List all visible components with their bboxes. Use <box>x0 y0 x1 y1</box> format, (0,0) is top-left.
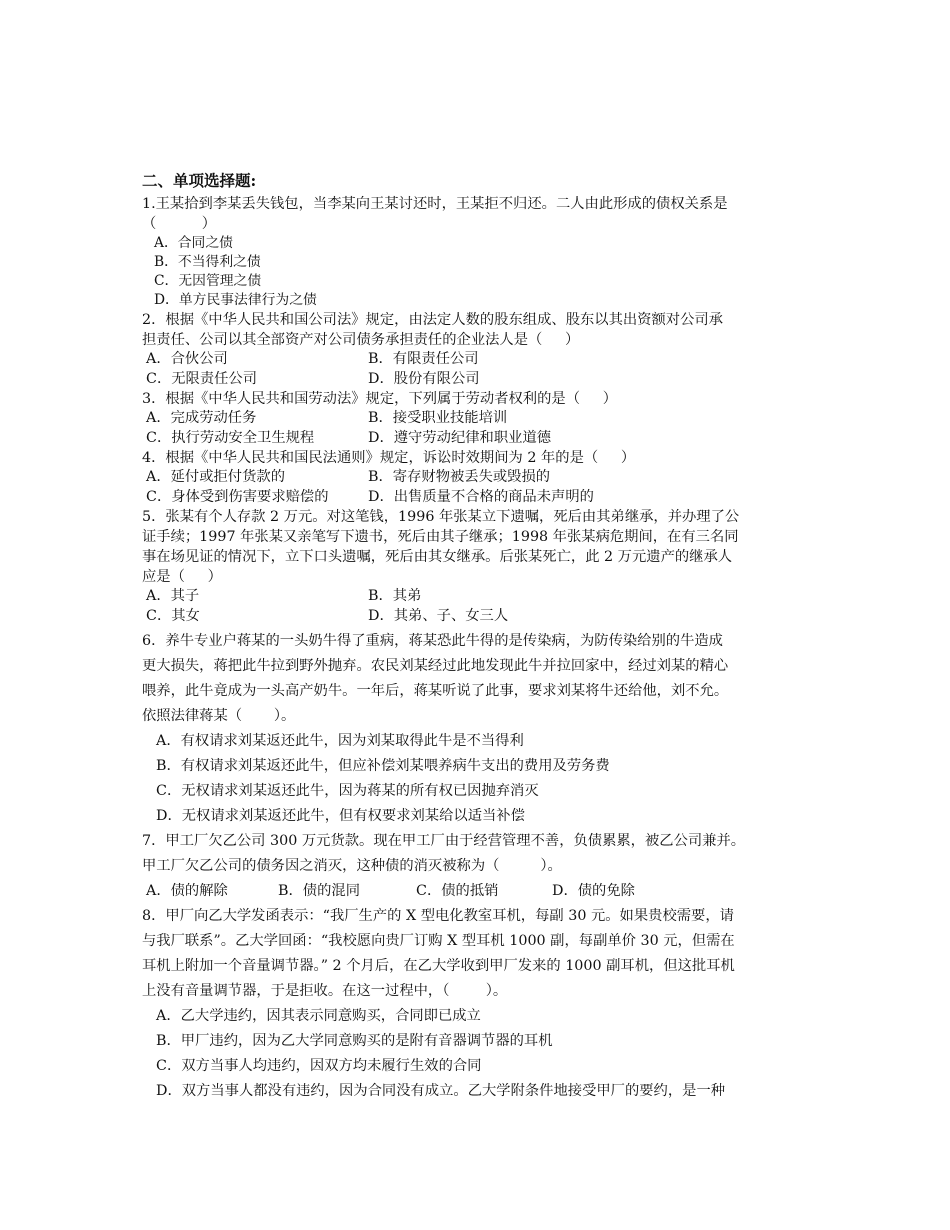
section-title: 二、单项选择题: <box>142 171 257 190</box>
option-d: D．债的免除 <box>552 883 635 899</box>
question-5-options <box>142 587 832 626</box>
question-stem: 3．根据《中华人民共和国劳动法》规定，下列属于劳动者权利的是（ ） <box>142 391 618 407</box>
option-d: D．单方民事法律行为之债 <box>154 292 317 308</box>
option-a: A．完成劳动任务 <box>146 410 257 426</box>
option-d: D．股份有限公司 <box>368 370 480 387</box>
option-b: B．接受职业技能培训 <box>368 410 508 426</box>
option-d: D．无权请求刘某返还此牛，但有权要求刘某给以适当补偿 <box>156 808 525 824</box>
option-b: B．有权请求刘某返还此牛，但应补偿刘某喂养病牛支出的费用及劳务费 <box>156 758 610 774</box>
option-c: C．无限责任公司 <box>146 370 258 387</box>
question-stem: 2．根据《中华人民共和国公司法》规定，由法定人数的股东组成、股东以其出资额对公司承 <box>142 312 723 328</box>
question-stem: 喂养，此牛竟成为一头高产奶牛。一年后，蒋某听说了此事，要求刘某将牛还给他，刘不允。 <box>142 683 729 699</box>
question-stem: 1.王某拾到李某丢失钱包，当李某向王某讨还时，王某拒不归还。二人由此形成的债权关系是 <box>142 196 728 212</box>
question-stem: 8．甲厂向乙大学发函表示：“我厂生产的 X 型电化教室耳机，每副 30 元。如果贵校需要，请 <box>142 908 734 924</box>
question-stem: 耳机上附加一个音量调节器。” 2 个月后，在乙大学收到甲厂发来的 1000 副耳机，但这批耳机 <box>142 958 735 974</box>
question-4-options <box>142 468 832 507</box>
option-a: A．合伙公司 <box>146 351 228 367</box>
question-7-options <box>142 879 832 904</box>
option-b: B．甲厂违约，因为乙大学同意购买的是附有音器调节器的耳机 <box>156 1033 553 1049</box>
option-b: B．寄存财物被丢失或毁损的 <box>368 469 551 485</box>
question-4 <box>142 448 832 468</box>
question-stem: 5．张某有个人存款 2 万元。对这笔钱，1996 年张某立下遗嘱，死后由其弟继承，并办理了公 <box>142 509 740 525</box>
option-b: B．有限责任公司 <box>368 351 479 367</box>
question-stem: 甲工厂欠乙公司的债务因之消灭，这种债的消灭被称为（ ）。 <box>142 858 562 874</box>
question-stem: 更大损失，蒋把此牛拉到野外抛弃。农民刘某经过此地发现此牛并拉回家中，经过刘某的精心 <box>142 658 729 674</box>
option-d: D．其弟、子、女三人 <box>368 607 509 624</box>
option-d: D．出售质量不合格的商品未声明的 <box>368 488 594 505</box>
option-b: B．不当得利之债 <box>154 254 261 270</box>
question-1 <box>142 194 832 234</box>
question-stem: 6．养牛专业户蒋某的一头奶牛得了重病，蒋某恐此牛得的是传染病，为防传染给别的牛造成 <box>142 633 723 649</box>
question-2-options <box>142 350 832 389</box>
question-2 <box>142 310 832 350</box>
option-d: D．遵守劳动纪律和职业道德 <box>368 429 552 446</box>
question-stem: 7．甲工厂欠乙公司 300 万元货款。现在甲工厂由于经营管理不善，负债累累，被乙公司兼并。 <box>142 833 746 849</box>
question-stem: 上没有音量调节器，于是拒收。在这一过程中，（ ）。 <box>142 983 508 999</box>
question-3 <box>142 389 832 409</box>
option-c: C．债的抵销 <box>416 883 499 899</box>
option-a: A．合同之债 <box>154 235 233 251</box>
option-a: A．其子 <box>146 588 200 604</box>
option-a: A．债的解除 <box>146 883 228 899</box>
question-6-options <box>142 729 832 829</box>
option-c: C．双方当事人均违约，因双方均未履行生效的合同 <box>156 1058 482 1074</box>
question-stem: 事在场见证的情况下，立下口头遗嘱，死后由其女继承。后张某死亡，此 2 万元遗产的继承人 <box>142 549 733 565</box>
option-c: C．无因管理之债 <box>154 273 262 289</box>
question-7 <box>142 829 832 879</box>
question-8 <box>142 904 832 1004</box>
question-stem: 与我厂联系”。乙大学回函：“我校愿向贵厂订购 X 型耳机 1000 副，每副单价 30 元，但需在 <box>142 933 735 949</box>
question-1-options <box>142 234 832 310</box>
question-6 <box>142 629 832 729</box>
option-c: C．无权请求刘某返还此牛，因为蒋某的所有权已因抛弃消灭 <box>156 783 539 799</box>
question-stem: 担责任、公司以其全部资产对公司债务承担责任的企业法人是（ ） <box>142 332 580 348</box>
option-c: C．身体受到伤害要求赔偿的 <box>146 488 329 505</box>
option-c: C．执行劳动安全卫生规程 <box>146 429 315 446</box>
question-5 <box>142 507 832 587</box>
option-a: A．乙大学违约，因其表示同意购买，合同即已成立 <box>156 1008 481 1024</box>
document-page <box>142 170 832 1104</box>
question-8-options <box>142 1004 832 1104</box>
option-b: B．债的混同 <box>278 883 360 899</box>
question-3-options <box>142 409 832 448</box>
option-c: C．其女 <box>146 607 200 624</box>
option-b: B．其弟 <box>368 588 422 604</box>
question-stem: 证手续；1997 年张某又亲笔写下遗书，死后由其子继承；1998 年张某病危期间，在有三名同 <box>142 529 739 545</box>
option-a: A．延付或拒付货款的 <box>146 469 285 485</box>
question-stem: 应是（ ） <box>142 569 222 585</box>
question-stem: （ ） <box>142 216 217 232</box>
question-stem: 依照法律蒋某（ ）。 <box>142 708 296 724</box>
question-stem: 4．根据《中华人民共和国民法通则》规定，诉讼时效期间为 2 年的是（ ） <box>142 450 636 466</box>
option-a: A．有权请求刘某返还此牛，因为刘某取得此牛是不当得利 <box>156 733 524 749</box>
option-d: D．双方当事人都没有违约，因为合同没有成立。乙大学附条件地接受甲厂的要约，是一种 <box>156 1083 726 1099</box>
